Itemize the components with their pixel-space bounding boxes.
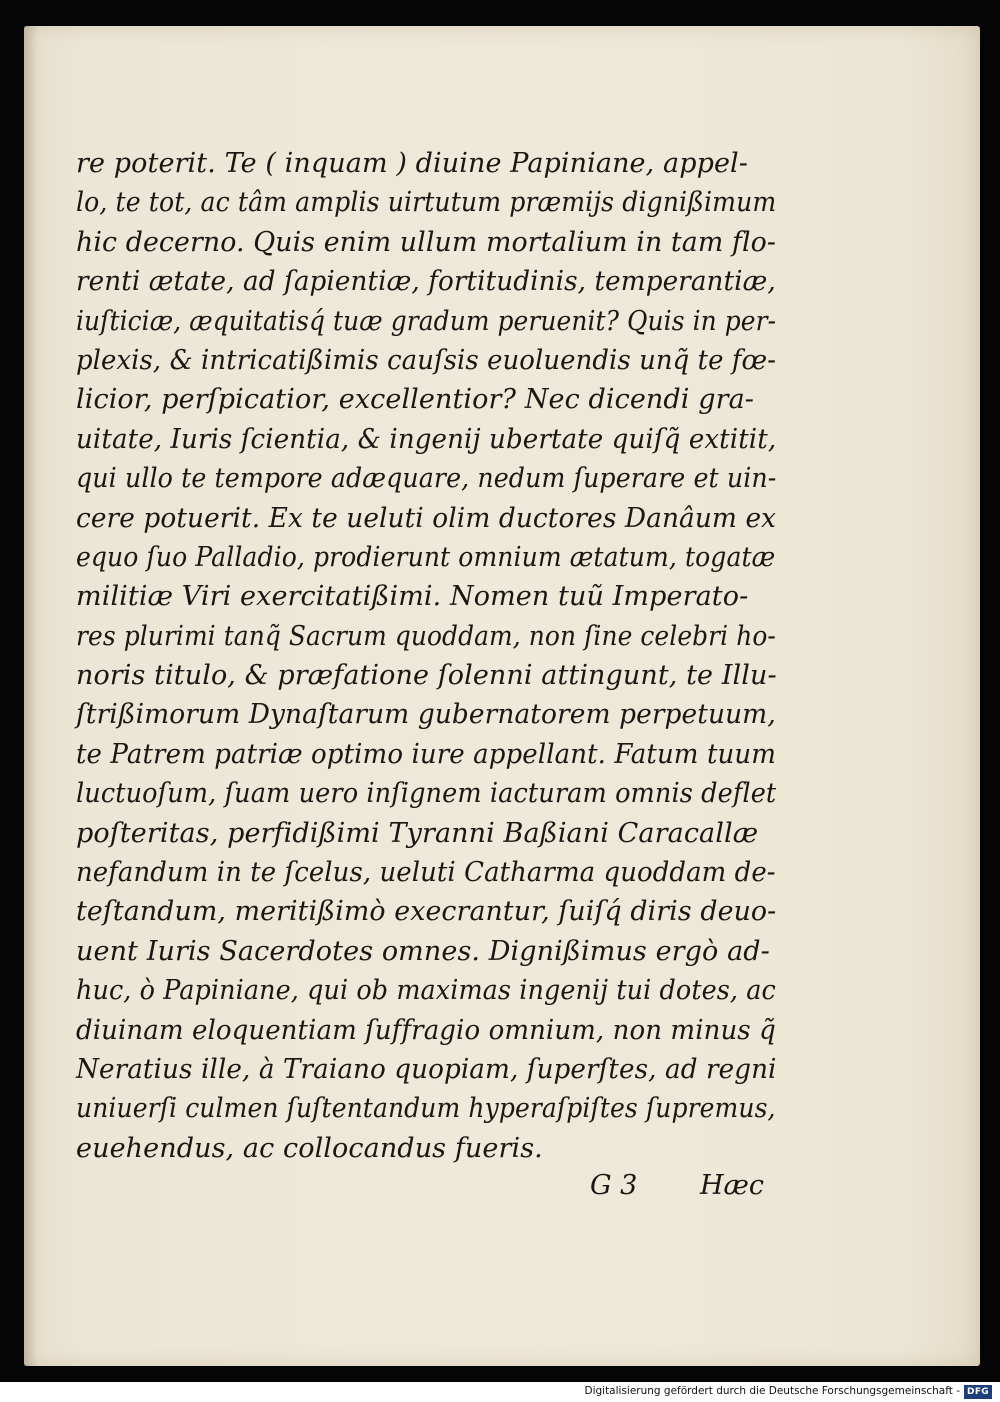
signature-mark: G 3 [590,1170,638,1201]
text-line: cere potuerit. Ex te ueluti olim ductores Danâum ex [76,502,777,534]
text-line: renti ætate, ad ſapientiæ, fortitudinis, temperantiæ, [76,266,776,298]
text-line: poſteritas, perfidißimi Tyranni Baßiani Caracallæ [76,817,759,849]
text-line: re poterit. Te ( inquam ) diuine Papiniane, appel- [76,148,748,179]
text-line: teſtandum, meritißimò execrantur, ſuiſq́ diris deuo- [76,896,777,928]
text-line: plexis, & intricatißimis cauſsis euoluendis unq̃ te fœ- [76,344,777,376]
text-line: nefandum in te ſcelus, ueluti Catharma quoddam de- [76,857,776,889]
book-page [24,26,980,1366]
text-line: huc, ò Papiniane, qui ob maximas ingenij tui dotes, ac [76,975,776,1007]
text-line: uent Iuris Sacerdotes omnes. Dignißimus ergò ad- [76,935,770,967]
text-line: euehendus, ac collocandus fueris. [76,1132,543,1164]
funding-credit: Digitalisierung gefördert durch die Deutsche Forschungsgemeinschaft - [584,1385,960,1397]
text-line: equo ſuo Palladio, prodierunt omnium ætatum, togatæ [76,541,776,573]
text-line: hic decerno. Quis enim ullum mortalium in tam flo- [76,226,777,258]
text-line: te Patrem patriæ optimo iure appellant. Fatum tuum [76,738,777,770]
page-text [76,144,776,1168]
dfg-logo: DFG [964,1385,992,1399]
footer-bar [0,1382,1000,1402]
text-line: noris titulo, & præfatione ſolenni attingunt, te Illu- [76,660,777,692]
text-line: uitate, Iuris ſcientia, & ingenij ubertate quiſq̃ extitit, [76,423,777,455]
text-line: diuinam eloquentiam ſuffragio omnium, non minus q̃ [76,1014,776,1046]
text-line: lo, te tot, ac tâm amplis uirtutum præmijs dignißimum [76,187,777,219]
catchword: Hæc [700,1170,765,1201]
text-line: uniuerſi culmen ſuſtentandum hyperaſpiſtes ſupremus, [76,1093,776,1125]
text-line: Neratius ille, à Traiano quopiam, ſuperſtes, ad regni [76,1053,777,1085]
text-line: iuſticiæ, æquitatisq́ tuæ gradum peruenit? Quis in per- [76,305,777,337]
text-line: luctuoſum, ſuam uero inſignem iacturam omnis deflet [76,778,777,810]
text-line: licior, perſpicatior, excellentior? Nec dicendi gra- [76,384,755,416]
text-line: res plurimi tanq̃ Sacrum quoddam, non ſine celebri ho- [76,620,776,652]
text-line: qui ullo te tempore adæquare, nedum ſuperare et uin- [76,463,777,495]
text-line: militiæ Viri exercitatißimi. Nomen tuũ Imperato- [76,581,749,613]
text-line: ſtrißimorum Dynaſtarum gubernatorem perpetuum, [76,699,776,731]
